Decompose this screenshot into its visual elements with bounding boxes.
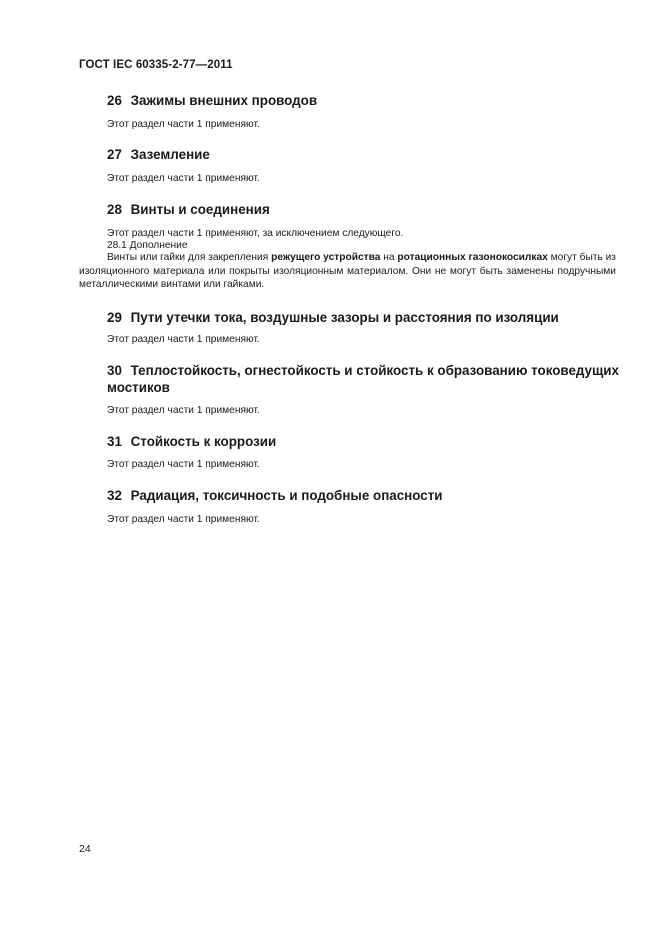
document-header: ГОСТ IEC 60335-2-77—2011 [79, 59, 233, 71]
subsection-label-28-1: 28.1 Дополнение [107, 240, 188, 251]
section-title: Зажимы внешних проводов [130, 93, 318, 108]
section-number: 29 [107, 310, 122, 325]
section-heading-28 [107, 201, 619, 218]
section-text-30: Этот раздел части 1 применяют. [107, 405, 260, 416]
section-title: Пути утечки тока, воздушные зазоры и расстояния по изоляции [130, 310, 559, 325]
section-text-27: Этот раздел части 1 применяют. [107, 173, 260, 184]
section-heading-30 [107, 362, 619, 396]
section-title: Заземление [130, 147, 210, 162]
section-number: 28 [107, 202, 122, 217]
section-number: 30 [107, 363, 122, 378]
section-text-26: Этот раздел части 1 применяют. [107, 119, 260, 130]
section-number: 27 [107, 147, 122, 162]
section-title: Стойкость к коррозии [130, 434, 277, 449]
defined-term: ротационных газонокосилках [397, 252, 548, 263]
defined-term: режущего устройства [271, 252, 381, 263]
section-heading-26 [107, 92, 619, 109]
section-title: Винты и соединения [130, 202, 270, 217]
section-heading-32 [107, 487, 619, 504]
section-heading-27 [107, 146, 619, 163]
section-number: 32 [107, 488, 122, 503]
page-number: 24 [79, 843, 91, 855]
section-text-32: Этот раздел части 1 применяют. [107, 514, 260, 525]
section-title: Радиация, токсичность и подобные опасности [130, 488, 443, 503]
section-text-31: Этот раздел части 1 применяют. [107, 459, 260, 470]
section-number: 26 [107, 93, 122, 108]
section-text-28: Этот раздел части 1 применяют, за исключением следующего. [107, 228, 404, 239]
section-text-29: Этот раздел части 1 применяют. [107, 334, 260, 345]
subsection-text-28-1: Винты или гайки для закрепления режущего устройства на ротационных газонокосилках могут быть из изоляционного материала или покрыты изоляционным материалом. Они не могут быть заменены подручными металлическими винтами или гайками. [79, 252, 616, 290]
section-heading-31 [107, 433, 619, 450]
section-heading-29 [107, 309, 619, 326]
section-number: 31 [107, 434, 122, 449]
section-title: Теплостойкость, огнестойкость и стойкость к образованию токоведущих мостиков [107, 363, 619, 395]
